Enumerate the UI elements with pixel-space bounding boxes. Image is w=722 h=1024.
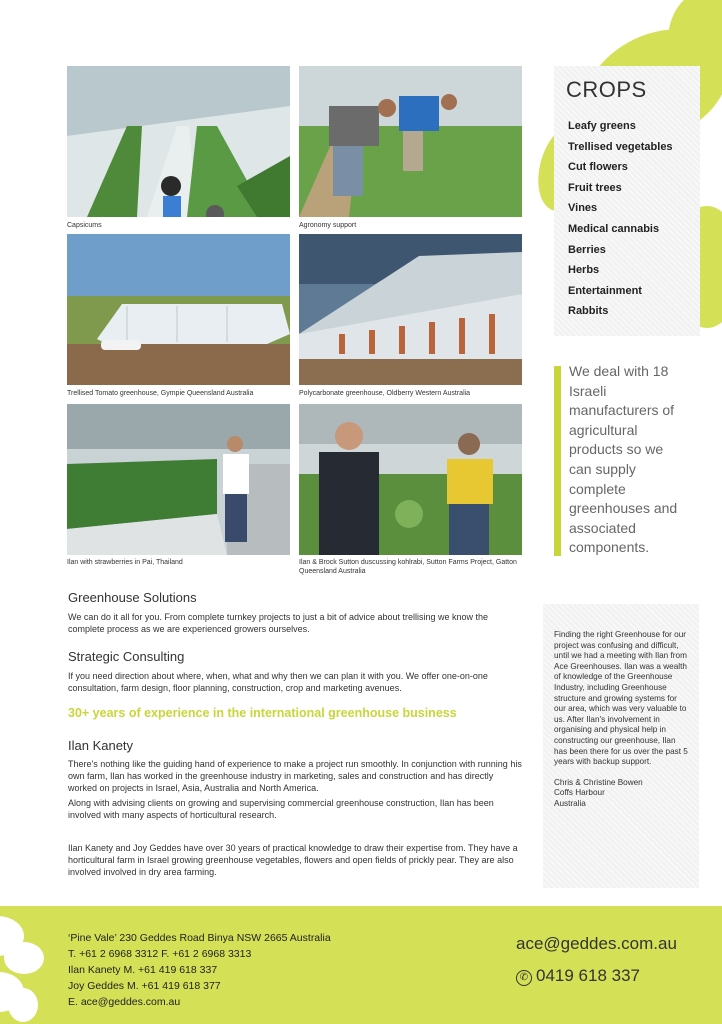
crops-box [554,66,700,336]
footer-joy-mobile: Joy Geddes M. +61 419 618 377 [68,980,221,992]
testimonial-text: Finding the right Greenhouse for our project was confusing and difficult, until we had a meeting with Ilan from Ace Greenhouses. Ilan was a wealth of knowledge of the Greenhouse Industry, including Greenhouse structure and growing systems for our area, which was very valuable to us. After Ilan's involvement in organising and physical help in constructing our greenhouse, Ilan has been there for us over the past 5 years with backup support. [554,630,688,767]
crop-item: Berries [568,243,606,256]
photo-agronomy [299,66,522,217]
photo-strawberries [67,404,290,555]
photo-caption: Ilan & Brock Sutton duscussing kohlrabi, Sutton Farms Project, Gatton Queensland Australia [299,559,517,575]
crop-item: Vines [568,202,598,215]
crop-item: Leafy greens [568,120,636,132]
crop-item: Entertainment [568,284,642,297]
photo-caption: Ilan with strawberries in Pai, Thailand [67,559,183,566]
footer-address: ‘Pine Vale’ 230 Geddes Road Binya NSW 2665 Australia [68,932,331,944]
photo-caption: Trellised Tomato greenhouse, Gympie Queensland Australia [67,390,254,397]
footer [0,906,722,1024]
photo-caption: Polycarbonate greenhouse, Oldberry Western Australia [299,390,471,397]
footer-phone-number: 0419 618 337 [536,966,640,985]
section-title-ilan: Ilan Kanety [68,738,134,753]
footer-email-line: E. ace@geddes.com.au [68,996,181,1008]
section-body-greenhouse: We can do it all for you. From complete turnkey projects to just a bit of advice about trellising we know the complete process as we are experienced growers ourselves. [68,612,489,634]
photo-capsicums [67,66,290,217]
footer-email[interactable]: ace@geddes.com.au [516,934,677,953]
footer-phone-fax: T. +61 2 6968 3312 F. +61 2 6968 3313 [68,948,252,960]
testimonial-town: Coffs Harbour [554,788,605,798]
crop-item: Rabbits [568,305,609,318]
quote-accent-bar [554,366,561,556]
crop-item: Cut flowers [568,161,628,174]
crop-item: Trellised vegetables [568,140,673,153]
photo-caption: Capsicums [67,222,102,229]
footer-decorative-petal [4,942,44,974]
footer-ilan-mobile: Ilan Kanety M. +61 419 618 337 [68,964,218,976]
footer-phone[interactable] [516,966,640,986]
experience-highlight: 30+ years of experience in the international greenhouse business [68,706,457,720]
crop-item: Herbs [568,264,600,277]
footer-decorative-petal [8,988,38,1022]
crop-item: Medical cannabis [568,222,660,235]
section-title-greenhouse: Greenhouse Solutions [68,590,197,605]
photo-tomato-greenhouse [67,234,290,385]
photo-kohlrabi [299,404,522,555]
photo-polycarbonate-greenhouse [299,234,522,385]
footer-address-block [68,930,331,1010]
photo-caption: Agronomy support [299,222,357,229]
testimonial-author: Chris & Christine Bowen [554,777,643,787]
section-body-ilan-1: There's nothing like the guiding hand of experience to make a project run smoothly. In conjunction with running his own farm, Ilan has worked in the greenhouse industry in marketing, sales and construction and has directly worked on projects in Israel, Asia, Australia and North America. [68,759,522,793]
section-body-ilan-2: Along with advising clients on growing and supervising commercial greenhouse construction, Ilan has been involved with many aspects of horticultural research. [68,798,494,820]
phone-icon: ✆ [516,970,532,986]
testimonial-box [543,604,699,888]
testimonial-country: Australia [554,798,586,808]
crop-item: Fruit trees [568,181,622,194]
crops-list [568,116,673,322]
pull-quote: We deal with 18 Israeli manufacturers of agricultural products so we can supply complete greenhouses and associated components. [569,363,678,556]
section-body-ilan-3: Ilan Kanety and Joy Geddes have over 30 years of practical knowledge to draw their expertise from. They have a horticultural farm in Israel growing greenhouse vegetables, flowers and open fields of prickly pear. They are also involved involved in dry area farming. [68,843,518,877]
section-body-consulting: If you need direction about where, when, what and why then we can plan it with you. We offer one-on-one consultation, farm design, floor planning, construction, crop and marketing avenues. [68,671,488,693]
crops-title: CROPS [566,77,647,102]
section-title-consulting: Strategic Consulting [68,649,185,664]
